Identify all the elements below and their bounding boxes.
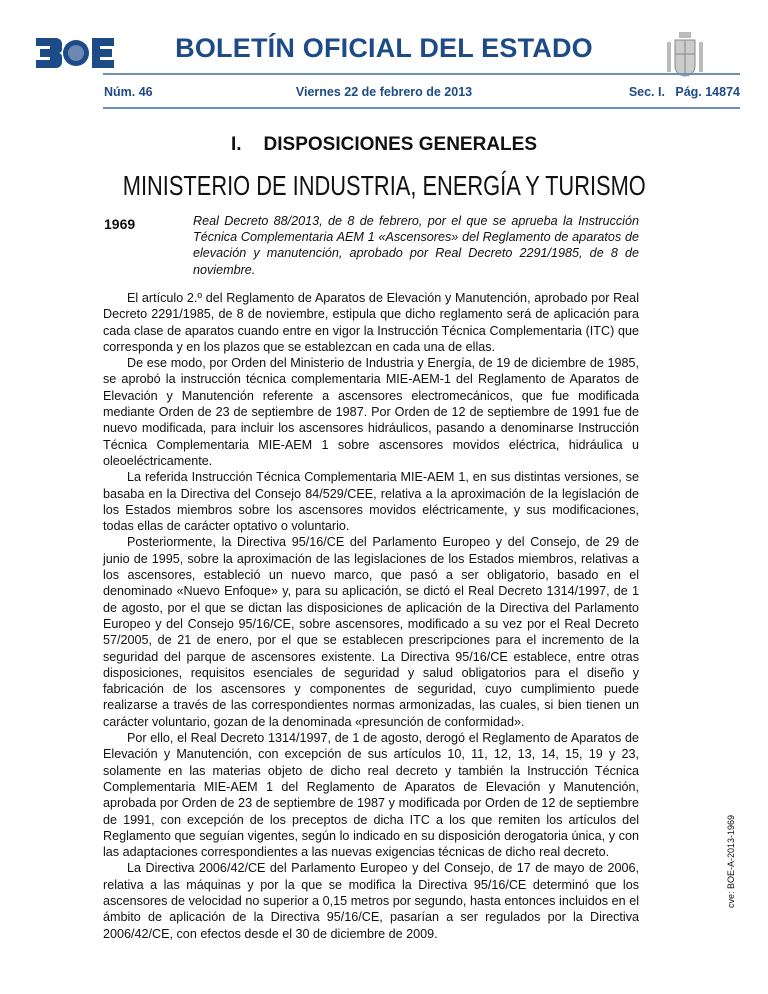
- publication-title: BOLETÍN OFICIAL DEL ESTADO: [175, 33, 593, 63]
- ministry-name: MINISTERIO DE INDUSTRIA, ENERGÍA Y TURISMO: [122, 170, 646, 201]
- cve-identifier: cve: BOE-A-2013-1969: [726, 814, 736, 908]
- section-heading: [0, 134, 768, 156]
- document-body: [103, 290, 639, 942]
- paragraph: Posteriormente, la Directiva 95/16/CE del Parlamento Europeo y del Consejo, de 29 de junio de 1995, sobre la aproximación de las legislaciones de los Estados miembros, relativas a los ascensores, estableció un nuevo marco, que pasó a ser obligatorio, basado en el denominado «Nuevo Enfoque» y, para su aplicación, se dictó el Real Decreto 1314/1997, de 1 de agosto, por el que se dictan las disposiciones de aplicación de la Directiva del Parlamento Europeo y del Consejo 95/16/CE, sobre ascensores, modificado a su vez por el Real Decreto 57/2005, de 21 de enero, por el que se establecen prescripciones para el incremento de la seguridad del parque de ascensores existente. La Directiva 95/16/CE establece, entre otras disposiciones, requisitos esenciales de seguridad y salud obligatorios para el diseño y fabricación de los ascensores y componentes de seguridad, cuyo cumplimiento puede realizarse a través de las correspondientes normas armonizadas, las cuales, si bien tienen un carácter voluntario, gozan de la denominada «presunción de conformidad».: [103, 535, 639, 729]
- issue-date: Viernes 22 de febrero de 2013: [295, 85, 473, 99]
- issue-number: Núm. 46: [104, 85, 153, 99]
- coat-of-arms-icon: [664, 30, 706, 78]
- disposition-number: 1969: [104, 216, 136, 232]
- section-page: Sec. I. Pág. 14874: [628, 85, 740, 99]
- paragraph: De ese modo, por Orden del Ministerio de Industria y Energía, de 19 de diciembre de 1985, se aprobó la instrucción técnica complementaria MIE-AEM-1 del Reglamento de Aparatos de Elevación y Manutención referente a ascensores electromecánicos, que fue modificada mediante Orden de 23 de septiembre de 1987. Por Orden de 12 de septiembre de 1991 fue de nuevo modificada, para incluir los ascensores hidráulicos, pasando a denominarse Instrucción Técnica Complementaria MIE-AEM 1 sobre ascensores movidos eléctrica, hidráulica u oleoeléctricamente.: [103, 356, 639, 468]
- paragraph: El artículo 2.º del Reglamento de Aparatos de Elevación y Manutención, aprobado por Real Decreto 2291/1985, de 8 de noviembre, estipula que dicho reglamento será de aplicación para cada clase de aparatos cuando entre en vigor la Instrucción Técnica Complementaria (ITC) que corresponda y en los plazos que se establezcan en cada una de ellas.: [103, 291, 639, 354]
- paragraph: La referida Instrucción Técnica Complementaria MIE-AEM 1, en sus distintas versiones, se basaba en la Directiva del Consejo 84/529/CEE, relativa a la aproximación de la legislación de los Estados miembros sobre los ascensores movidos eléctricamente, y sus modificaciones, todas ellas de carácter optativo o voluntario.: [103, 470, 639, 534]
- paragraph: Por ello, el Real Decreto 1314/1997, de 1 de agosto, derogó el Reglamento de Aparatos de Elevación y Manutención, con excepción de sus artículos 10, 11, 12, 13, 14, 15, 19 y 23, solamente en las materias objeto de dicho real decreto y también la Instrucción Técnica Complementaria MIE-AEM 1 del Reglamento de Aparatos de Elevación y Manutención, aprobada por Orden de 23 de septiembre de 1987 y modificada por Orden de 12 de septiembre de 1991, con excepción de los preceptos de dicha ITC a los que remiten los artículos del Reglamento que seguían vigentes, según lo indicado en su disposición derogatoria única, y con las adaptaciones correspondientes a las nuevas exigencias técnicas de dicho real decreto.: [103, 731, 639, 860]
- ministry-heading: [0, 170, 768, 202]
- disposition-summary: Real Decreto 88/2013, de 8 de febrero, por el que se aprueba la Instrucción Técnica Complementaria AEM 1 «Ascensores» del Reglamento de aparatos de elevación y manutención, aprobado por Real Decreto 2291/1985, de 8 de noviembre.: [193, 214, 639, 277]
- section-numeral: I.: [230, 134, 242, 155]
- header-rule: [103, 107, 740, 109]
- paragraph: La Directiva 2006/42/CE del Parlamento Europeo y del Consejo, de 17 de mayo de 2006, relativa a las máquinas y por la que se modifica la Directiva 95/16/CE determinó que los ascensores de velocidad no superior a 0,15 metros por segundo, hasta entonces incluidos en el ámbito de aplicación de la Directiva 95/16/CE, pasarían a ser regulados por la Directiva 2006/42/CE, con efectos desde el 30 de diciembre de 2009.: [103, 861, 639, 941]
- section-title: DISPOSICIONES GENERALES: [263, 134, 537, 155]
- header-rule: [103, 73, 740, 75]
